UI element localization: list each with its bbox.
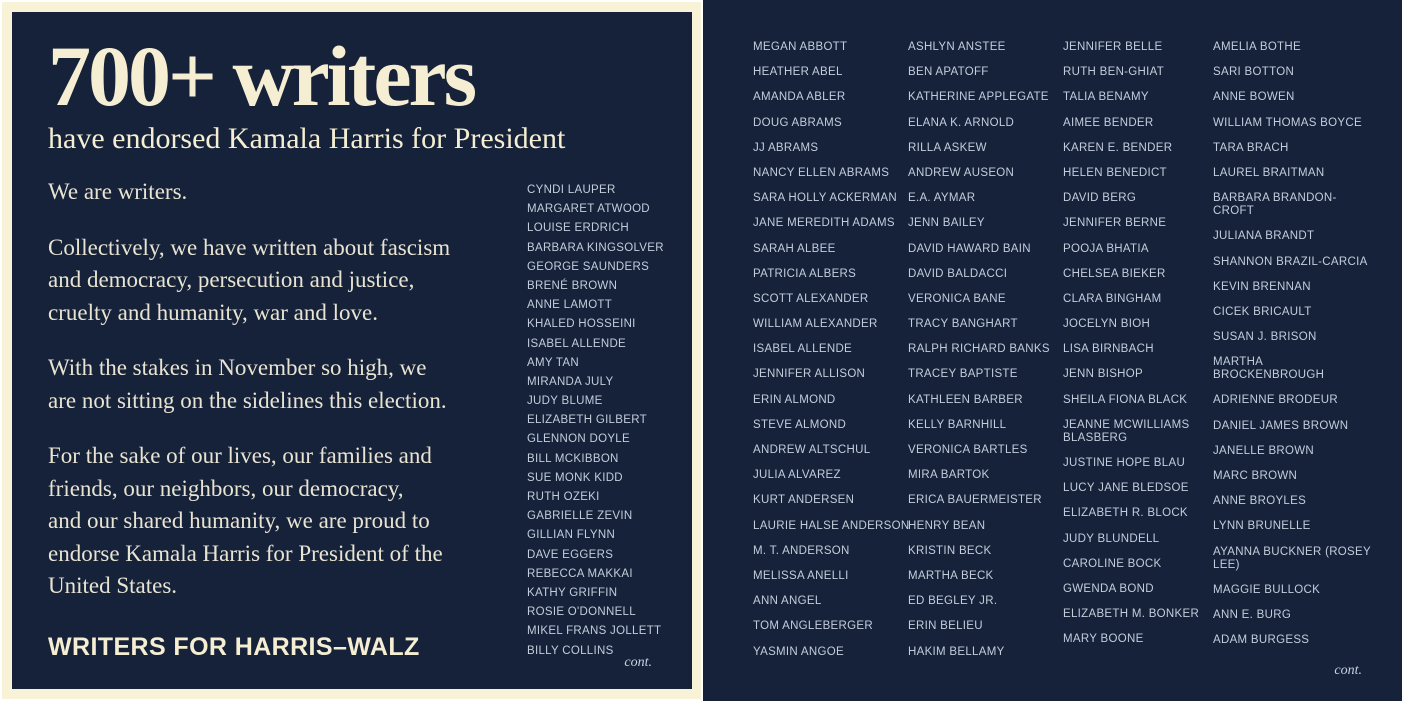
endorser-name: GLENNON DOYLE bbox=[527, 433, 630, 446]
endorser-name: MELISSA ANELLI bbox=[753, 569, 849, 582]
endorser-name: LISA BIRNBACH bbox=[1063, 343, 1154, 356]
endorser-name: BARBARA BRANDON- CROFT bbox=[1213, 192, 1337, 218]
endorser-name: CLARA BINGHAM bbox=[1063, 292, 1162, 305]
endorser-name: LUCY JANE BLEDSOE bbox=[1063, 482, 1189, 495]
endorser-name: BILLY COLLINS bbox=[527, 644, 614, 657]
endorser-name: DAVID BERG bbox=[1063, 192, 1137, 205]
endorser-name: AMY TAN bbox=[527, 356, 579, 369]
endorser-name: AIMEE BENDER bbox=[1063, 116, 1154, 129]
endorser-name: BILL MCKIBBON bbox=[527, 452, 619, 465]
endorser-name: ERIN BELIEU bbox=[908, 620, 983, 633]
endorser-name: JJ ABRAMS bbox=[753, 141, 819, 154]
endorser-name: WILLIAM ALEXANDER bbox=[753, 318, 878, 331]
endorser-name: JOCELYN BIOH bbox=[1063, 318, 1151, 331]
endorser-name: ANNE BROYLES bbox=[1213, 495, 1307, 508]
endorser-name: KHALED HOSSEINI bbox=[527, 318, 636, 331]
campaign-wordmark: WRITERS FOR HARRIS–WALZ bbox=[48, 633, 420, 661]
endorser-name: GABRIELLE ZEVIN bbox=[527, 510, 633, 523]
endorser-name: KRISTIN BECK bbox=[908, 544, 992, 557]
endorser-name: ADRIENNE BRODEUR bbox=[1213, 394, 1338, 407]
left-slide-background bbox=[12, 12, 692, 689]
endorser-name: ISABEL ALLENDE bbox=[753, 343, 853, 356]
endorser-name: TARA BRACH bbox=[1213, 141, 1289, 154]
endorser-name: DAVID BALDACCI bbox=[908, 267, 1008, 280]
endorser-name: KAREN E. BENDER bbox=[1063, 141, 1173, 154]
statement-paragraph: For the sake of our lives, our families and friends, our neighbors, our democracy, and our shared humanity, we are proud to endorse Kamala Harris for President of the United States. bbox=[48, 443, 443, 598]
endorser-name: MARC BROWN bbox=[1213, 470, 1298, 482]
endorser-name: KELLY BARNHILL bbox=[908, 418, 1007, 431]
endorser-name: TOM ANGLEBERGER bbox=[753, 620, 873, 633]
endorser-name: SARAH ALBEE bbox=[753, 242, 836, 255]
endorser-name: JANELLE BROWN bbox=[1213, 444, 1315, 457]
endorser-column-4 bbox=[1213, 41, 1378, 671]
page-subtitle: have endorsed Kamala Harris for President bbox=[48, 122, 566, 156]
endorser-name: VERONICA BANE bbox=[908, 292, 1006, 305]
endorser-columns bbox=[753, 41, 1402, 671]
endorser-name: KATHLEEN BARBER bbox=[908, 393, 1023, 406]
endorser-name: MARGARET ATWOOD bbox=[527, 203, 650, 216]
endorser-name: ISABEL ALLENDE bbox=[527, 337, 627, 350]
endorser-name: VERONICA BARTLES bbox=[908, 444, 1028, 456]
endorser-name: MIKEL FRANS JOLLETT bbox=[527, 625, 662, 638]
endorser-name: ED BEGLEY JR. bbox=[908, 595, 998, 608]
endorser-name: ROSIE O'DONNELL bbox=[527, 606, 636, 619]
endorser-name: HENRY BEAN bbox=[908, 519, 986, 532]
statement-paragraph: With the stakes in November so high, we are not sitting on the sidelines this election. bbox=[48, 355, 447, 413]
statement-paragraph: Collectively, we have written about fascism and democracy, persecution and justice, cruelty and humanity, war and love. bbox=[48, 234, 451, 325]
endorser-name: JENNIFER BELLE bbox=[1063, 41, 1163, 53]
endorser-name: ANNE BOWEN bbox=[1213, 91, 1295, 104]
endorser-name: ANN ANGEL bbox=[753, 595, 822, 608]
endorser-name: MEGAN ABBOTT bbox=[753, 41, 848, 53]
endorser-name: GILLIAN FLYNN bbox=[527, 529, 616, 542]
endorser-name: ANNE LAMOTT bbox=[527, 299, 613, 312]
endorser-name: ASHLYN ANSTEE bbox=[908, 41, 1006, 53]
endorser-name: LYNN BRUNELLE bbox=[1213, 520, 1311, 533]
endorser-name: SARI BOTTON bbox=[1213, 66, 1295, 79]
endorser-name: ANN E. BURG bbox=[1213, 608, 1292, 621]
endorser-name: ERICA BAUERMEISTER bbox=[908, 494, 1042, 507]
left-slide-frame bbox=[2, 2, 701, 699]
endorser-name: JENN BISHOP bbox=[1063, 368, 1143, 381]
endorser-name: AMANDA ABLER bbox=[753, 91, 846, 104]
endorser-name: ADAM BURGESS bbox=[1213, 634, 1310, 647]
endorser-column-1 bbox=[753, 41, 908, 671]
endorser-name: KATHERINE APPLEGATE bbox=[908, 91, 1049, 104]
endorser-name: LAUREL BRAITMAN bbox=[1213, 166, 1325, 179]
endorser-list-left bbox=[527, 184, 697, 664]
endorser-name: LAURIE HALSE ANDERSON bbox=[753, 519, 910, 532]
endorser-name: JUDY BLUME bbox=[527, 395, 603, 408]
endorser-name: WILLIAM THOMAS BOYCE bbox=[1213, 116, 1362, 129]
endorser-name: TRACEY BAPTISTE bbox=[908, 368, 1018, 381]
endorser-name: TRACY BANGHART bbox=[908, 318, 1018, 331]
endorser-name: BRENÉ BROWN bbox=[527, 279, 618, 292]
endorser-name: AMELIA BOTHE bbox=[1213, 41, 1301, 53]
endorser-name: DANIEL JAMES BROWN bbox=[1213, 419, 1349, 432]
endorser-name: AYANNA BUCKNER (ROSEY LEE) bbox=[1213, 545, 1371, 571]
endorser-name: M. T. ANDERSON bbox=[753, 544, 850, 557]
endorser-name: JENNIFER ALLISON bbox=[753, 368, 866, 381]
endorser-name: RUTH BEN-GHIAT bbox=[1063, 66, 1165, 79]
endorser-column-2 bbox=[908, 41, 1063, 671]
right-slide-background bbox=[703, 0, 1402, 701]
endorser-name: ANDREW AUSEON bbox=[908, 166, 1015, 179]
endorser-name: CAROLINE BOCK bbox=[1063, 557, 1162, 570]
endorser-name: CHELSEA BIEKER bbox=[1063, 267, 1166, 280]
endorser-name: HELEN BENEDICT bbox=[1063, 166, 1167, 179]
endorser-name: ELIZABETH R. BLOCK bbox=[1063, 507, 1188, 520]
statement-paragraph: We are writers. bbox=[48, 179, 188, 204]
endorser-name: ELIZABETH M. BONKER bbox=[1063, 608, 1200, 621]
endorser-name: ERIN ALMOND bbox=[753, 393, 836, 406]
continued-label-right: cont. bbox=[1334, 663, 1362, 678]
endorser-name: JEANNE MCWILLIAMS BLASBERG bbox=[1063, 418, 1190, 444]
endorser-name: DAVE EGGERS bbox=[527, 548, 614, 561]
endorser-name: ANDREW ALTSCHUL bbox=[753, 444, 871, 456]
endorser-name: ELANA K. ARNOLD bbox=[908, 116, 1015, 129]
endorser-name: SARA HOLLY ACKERMAN bbox=[753, 192, 897, 205]
endorser-name: HAKIM BELLAMY bbox=[908, 645, 1005, 658]
endorser-name: JULIANA BRANDT bbox=[1213, 230, 1315, 243]
endorser-name: MARTHA BROCKENBROUGH bbox=[1213, 356, 1325, 382]
endorser-name: CICEK BRICAULT bbox=[1213, 305, 1312, 318]
endorser-name: SHEILA FIONA BLACK bbox=[1063, 393, 1188, 406]
endorser-name: SCOTT ALEXANDER bbox=[753, 292, 869, 305]
endorser-name: JENN BAILEY bbox=[908, 217, 985, 230]
endorser-name: MIRANDA JULY bbox=[527, 375, 614, 388]
endorser-name: ELIZABETH GILBERT bbox=[527, 414, 647, 427]
endorser-name: POOJA BHATIA bbox=[1063, 242, 1149, 255]
endorser-name: STEVE ALMOND bbox=[753, 418, 847, 431]
endorser-name: GWENDA BOND bbox=[1063, 582, 1154, 595]
endorser-name: MAGGIE BULLOCK bbox=[1213, 583, 1321, 596]
endorser-name: NANCY ELLEN ABRAMS bbox=[753, 166, 890, 179]
endorser-column-3 bbox=[1063, 41, 1213, 671]
endorser-name: YASMIN ANGOE bbox=[753, 645, 844, 658]
endorser-name: GEORGE SAUNDERS bbox=[527, 260, 650, 273]
endorser-name: SUE MONK KIDD bbox=[527, 471, 623, 484]
endorser-name: JANE MEREDITH ADAMS bbox=[753, 217, 895, 230]
endorser-name: JUSTINE HOPE BLAU bbox=[1063, 457, 1186, 469]
endorser-name: KURT ANDERSEN bbox=[753, 494, 855, 507]
endorser-name: PATRICIA ALBERS bbox=[753, 267, 857, 280]
endorser-name: KEVIN BRENNAN bbox=[1213, 280, 1311, 293]
endorser-name: E.A. AYMAR bbox=[908, 192, 976, 205]
endorser-name: MARY BOONE bbox=[1063, 633, 1144, 646]
endorser-name: RALPH RICHARD BANKS bbox=[908, 343, 1050, 356]
endorser-name: MIRA BARTOK bbox=[908, 469, 990, 482]
headline-block bbox=[48, 28, 566, 156]
endorser-name: JUDY BLUNDELL bbox=[1063, 532, 1160, 545]
endorser-name: SUSAN J. BRISON bbox=[1213, 331, 1317, 344]
page-title: 700+ writers bbox=[48, 28, 475, 124]
endorser-name: DAVID HAWARD BAIN bbox=[908, 242, 1031, 255]
endorser-name: BARBARA KINGSOLVER bbox=[527, 241, 664, 254]
endorser-name: RILLA ASKEW bbox=[908, 141, 987, 154]
endorser-name: TALIA BENAMY bbox=[1063, 91, 1149, 104]
endorser-name: REBECCA MAKKAI bbox=[527, 567, 633, 580]
endorser-name: BEN APATOFF bbox=[908, 66, 989, 79]
endorser-name: KATHY GRIFFIN bbox=[527, 586, 618, 599]
endorser-name: MARTHA BECK bbox=[908, 569, 994, 582]
endorser-name: HEATHER ABEL bbox=[753, 66, 843, 79]
endorser-name: RUTH OZEKI bbox=[527, 491, 600, 503]
continued-label-left: cont. bbox=[624, 655, 652, 670]
endorser-name: DOUG ABRAMS bbox=[753, 116, 842, 129]
endorser-name: JENNIFER BERNE bbox=[1063, 217, 1167, 230]
endorser-name: SHANNON BRAZIL-CARCIA bbox=[1213, 255, 1368, 268]
endorser-name: LOUISE ERDRICH bbox=[527, 222, 629, 235]
endorser-name: JULIA ALVAREZ bbox=[753, 469, 841, 482]
endorser-name: CYNDI LAUPER bbox=[527, 184, 616, 196]
statement-text bbox=[48, 176, 528, 626]
